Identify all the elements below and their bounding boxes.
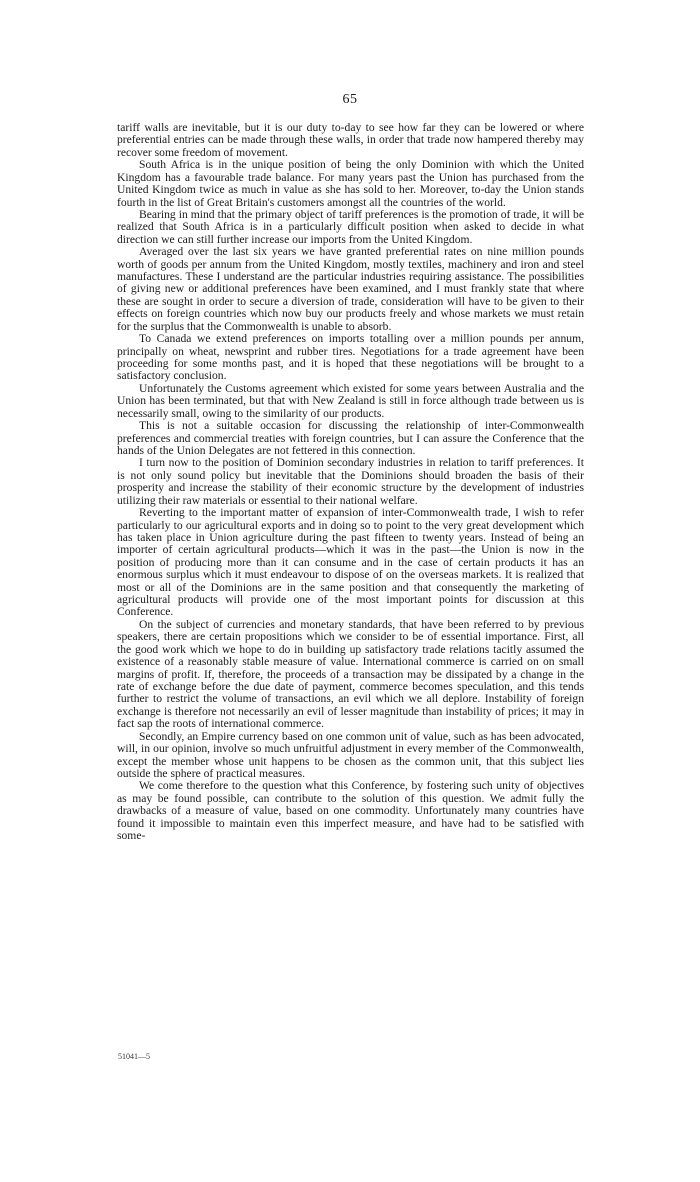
paragraph: Unfortunately the Customs agreement which existed for some years between Australia and the Union has been terminated, but that with New Zealand is still in force although trade between us is necessarily small, owing to the similarity of our products. [117,381,584,420]
paragraph: On the subject of currencies and monetary standards, that have been referred to by previous speakers, there are certain propositions which we consider to be of essential importance. First, all the good work which we hope to do in building up satisfactory trade relations tacitly assumed the existence of a reasonably stable measure of value. International commerce is carried on on small margins of profit. If, therefore, the proceeds of a transaction may be dissipated by a change in the rate of exchange before the due date of payment, commerce becomes speculation, and this tends further to restrict the volume of transactions, an evil which we all deplore. Instability of foreign exchange is therefore not necessarily an evil of lesser magnitude than instability of prices; it may in fact sap the roots of international commerce. [117,617,584,731]
paragraph: Reverting to the important matter of expansion of inter-Commonwealth trade, I wish to refer particularly to our agricultural exports and in doing so to point to the very great development which has taken place in Union agriculture during the past fifteen to twenty years. Instead of being an importer of certain agricultural products—which it was in the past—the Union is now in the position of producing more than it can consume and in the case of certain products it has an enormous surplus which it must endeavour to dispose of on the overseas markets. It is realized that most or all of the Dominions are in the same position and that consequently the marketing of agricultural products will provide one of the most important points for discussion at this Conference. [117,506,584,619]
paragraph: South Africa is in the unique position of being the only Dominion with which the United Kingdom has a favourable trade balance. For many years past the Union has purchased from the United Kingdom twice as much in value as she has sold to her. Moreover, to-day the Union stands fourth in the list of Great Britain's customers amongst all the countries of the world. [117,158,584,209]
paragraph: I turn now to the position of Dominion secondary industries in relation to tariff preferences. It is not only sound policy but inevitable that the Dominions should broaden the basis of their prosperity and increase the stability of their economic structure by the development of industries utilizing their raw materials or essential to their national welfare. [117,456,584,507]
paragraph: Bearing in mind that the primary object of tariff preferences is the promotion of trade, it will be realized that South Africa is in a particularly difficult position when asked to decide in what direction we can still further increase our imports from the United Kingdom. [117,207,584,246]
body-text [117,122,584,842]
paragraph: We come therefore to the question what this Conference, by fostering such unity of objectives as may be found possible, can contribute to the solution of this question. We admit fully the drawbacks of a measure of value, based on one commodity. Unfortunately many countries have found it impossible to maintain even this imperfect measure, and have had to be satisfied with some- [117,779,584,843]
paragraph: To Canada we extend preferences on imports totalling over a million pounds per annum, principally on wheat, newsprint and rubber tires. Negotiations for a trade agreement have been proceeding for some months past, and it is hoped that these negotiations will be brought to a satisfactory conclusion. [117,332,584,383]
print-code: 51041—5 [118,1052,150,1061]
paragraph: Secondly, an Empire currency based on one common unit of value, such as has been advocated, will, in our opinion, involve so much unfruitful adjustment in every member of the Commonwealth, except the member whose unit happens to be chosen as the common unit, that this subject lies outside the sphere of practical measures. [117,729,584,780]
paragraph: Averaged over the last six years we have granted preferential rates on nine million pounds worth of goods per annum from the United Kingdom, mostly textiles, machinery and iron and steel manufactures. These I understand are the particular industries requiring assistance. The possibilities of giving new or additional preferences have been examined, and I must frankly state that where these are sought in order to secure a diversion of trade, consideration will have to be given to their effects on foreign countries which now buy our products freely and whose markets we must retain for the surplus that the Commonwealth is unable to absorb. [117,245,584,333]
page-number: 65 [342,92,358,107]
paragraph: This is not a suitable occasion for discussing the relationship of inter-Commonwealth preferences and commercial treaties with foreign countries, but I can assure the Conference that the hands of the Union Delegates are not fettered in this connection. [117,419,584,457]
paragraph: tariff walls are inevitable, but it is our duty to-day to see how far they can be lowered or where preferential entries can be made through these walls, in order that trade now hampered thereby may recover some freedom of movement. [117,121,584,159]
